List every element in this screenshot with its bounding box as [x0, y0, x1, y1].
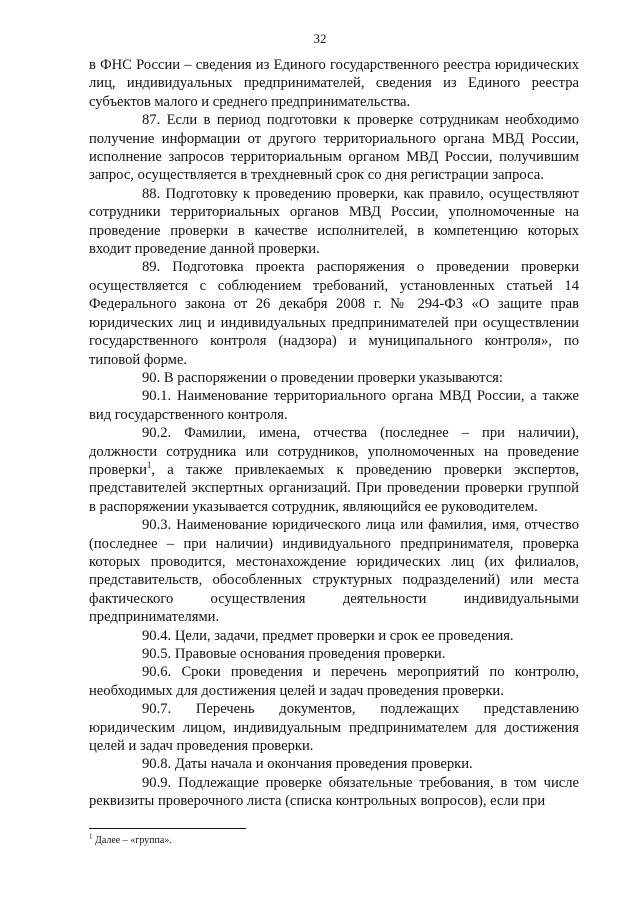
footnote-mark: 1	[89, 832, 93, 841]
paragraph-90-3: 90.3. Наименование юридического лица или фамилия, имя, отчество (последнее – при наличии) индивидуального предпринимателя, проверка которых проводится, местонахождение юридических лиц (их филиалов, представительств, обособленных структурных подразделений) или места фактического осуществления деятельности индивидуальными предпринимателями.	[89, 517, 579, 626]
paragraph-90-2	[89, 424, 579, 516]
paragraph-90-5: 90.5. Правовые основания проведения проверки.	[142, 646, 446, 662]
footnote	[89, 834, 172, 847]
paragraph-90-8: 90.8. Даты начала и окончания проведения проверки.	[142, 756, 473, 773]
paragraph-continuation: в ФНС России – сведения из Единого государственного реестра юридических лиц, индивидуальных предпринимателей, сведения из Единого реестра субъектов малого и среднего предпринимательства.	[89, 57, 579, 110]
paragraph-90-7: 90.7. Перечень документов, подлежащих представлению юридическим лицом, индивидуальным предпринимателем для достижения целей и задач проведения проверки.	[89, 701, 579, 755]
footnote-divider	[89, 828, 246, 829]
paragraph-88: 88. Подготовку к проведению проверки, как правило, осуществляют сотрудники территориальных органов МВД России, уполномоченные на проведение проверки в качестве исполнителей, в компетенцию которых входит проведение данной проверки.	[89, 185, 579, 258]
footnote-reference: 1	[146, 460, 152, 471]
paragraph-90-2-tail: , а также привлекаемых к проведению проверки экспертов, представителей экспертных организаций. При проведении проверки группой в распоряжении указывается сотрудник, являющийся ее руководителем.	[89, 461, 579, 515]
paragraph-87: 87. Если в период подготовки к проверке сотрудникам необходимо получение информации от другого территориального органа МВД России, исполнение запросов территориальным органом МВД России, получившим запрос, осуществляется в трехдневный срок со дня регистрации запроса.	[89, 112, 579, 184]
paragraph-90-1: 90.1. Наименование территориального органа МВД России, а также вид государственного контроля.	[89, 388, 579, 423]
page-number: 32	[313, 31, 327, 46]
paragraph-90-9: 90.9. Подлежащие проверке обязательные требования, в том числе реквизиты проверочного листа (списка контрольных вопросов), если при	[89, 774, 579, 810]
footnote-text: Далее – «группа».	[92, 835, 172, 846]
paragraph-90-2-text: 90.2. Фамилии, имена, отчества (последнее – при наличии), должности сотрудника или сотрудников, уполномоченных на проведение проверки	[89, 425, 579, 478]
document-body	[89, 56, 579, 811]
paragraph-90-6: 90.6. Сроки проведения и перечень мероприятий по контролю, необходимых для достижения целей и задач проведения проверки.	[89, 664, 579, 699]
paragraph-90-4: 90.4. Цели, задачи, предмет проверки и срок ее проведения.	[142, 627, 514, 644]
paragraph-89: 89. Подготовка проекта распоряжения о проведении проверки осуществляется с соблюдением требований, установленных статьей 14 Федерального закона от 26 декабря 2008 г. № 294-ФЗ «О защите прав юридических лиц и индивидуальных предпринимателей при осуществлении государственного контроля (надзора) и муниципального контроля», по типовой форме.	[89, 259, 579, 368]
paragraph-90: 90. В распоряжении о проведении проверки указываются:	[142, 369, 503, 386]
